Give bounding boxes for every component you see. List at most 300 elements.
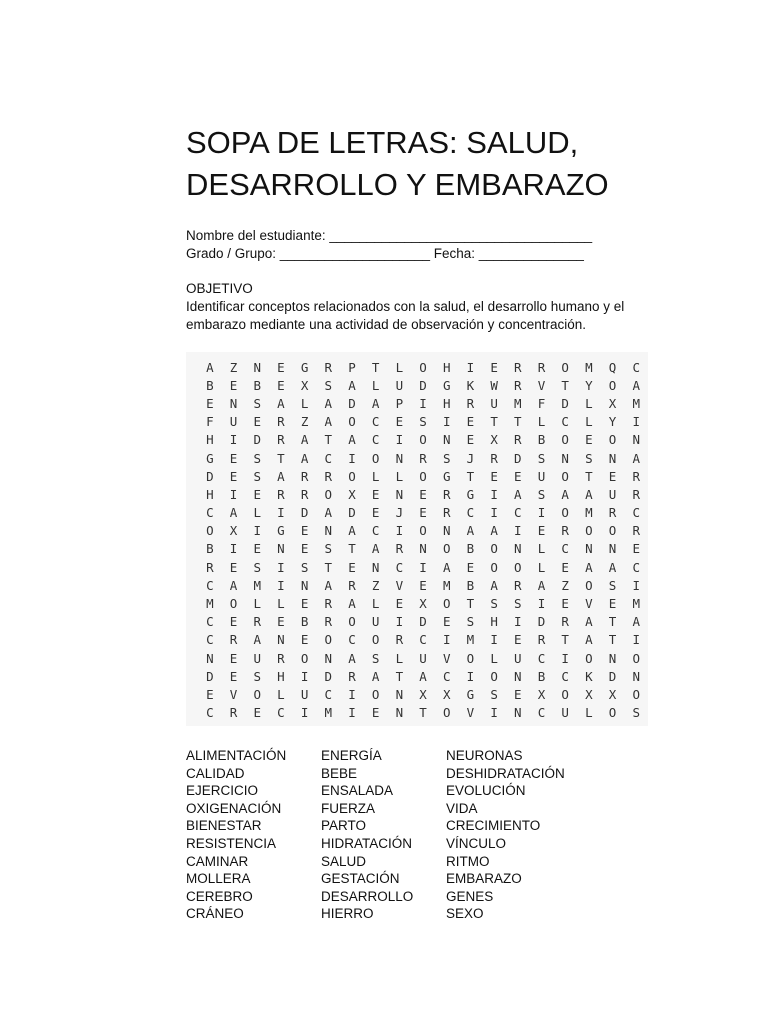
grid-letter: D [348, 505, 356, 521]
grid-letter: S [324, 377, 333, 393]
grid-letter: T [490, 414, 498, 430]
grid-letter: D [206, 668, 214, 684]
grid-letter: A [277, 468, 285, 484]
grid-row [198, 613, 648, 631]
grid-letter: I [537, 505, 546, 521]
grid-letter: T [419, 705, 427, 721]
grid-letter: X [608, 395, 617, 411]
grid-letter: T [324, 432, 333, 448]
grid-letter: O [608, 377, 617, 393]
word-list-item: GESTACIÓN [321, 871, 400, 887]
grid-letter: O [348, 468, 356, 484]
grid-letter: S [537, 450, 546, 466]
grid-letter: A [585, 486, 593, 502]
grid-letter: I [395, 523, 404, 539]
grid-row [198, 504, 648, 522]
grid-letter: N [608, 541, 617, 557]
grid-letter: R [277, 650, 285, 666]
grid-letter: E [419, 505, 427, 521]
grid-letter: O [466, 650, 475, 666]
grid-row [198, 522, 648, 540]
grid-letter: C [442, 668, 451, 684]
grid-letter: V [229, 686, 238, 702]
grid-letter: E [395, 596, 404, 612]
grid-letter: O [608, 432, 617, 448]
grid-letter: M [253, 577, 261, 593]
grid-letter: E [419, 577, 427, 593]
grid-letter: E [371, 486, 380, 502]
grid-letter: L [537, 541, 546, 557]
grid-letter: D [608, 668, 617, 684]
grid-letter: A [419, 668, 427, 684]
grid-letter: T [348, 541, 356, 557]
grid-letter: A [229, 577, 238, 593]
grid-letter: T [561, 377, 569, 393]
grid-letter: S [253, 559, 261, 575]
grid-letter: R [632, 523, 640, 539]
grid-letter: A [371, 668, 380, 684]
grid-row [198, 685, 648, 703]
grid-letter: N [277, 541, 285, 557]
grid-letter: N [514, 705, 522, 721]
grid-row [198, 667, 648, 685]
word-list-item: MOLLERA [186, 871, 251, 887]
word-list-row [186, 747, 656, 765]
grid-letter: A [371, 541, 380, 557]
grid-letter: H [442, 359, 451, 375]
grid-letter: I [632, 414, 640, 430]
grid-letter: I [514, 614, 522, 630]
grid-letter: O [419, 432, 427, 448]
grid-letter: A [300, 450, 309, 466]
grid-row [198, 485, 648, 503]
grid-letter: G [442, 377, 451, 393]
grid-letter: E [206, 686, 214, 702]
grid-letter: Q [608, 359, 617, 375]
grid-letter: C [206, 505, 214, 521]
grid-letter: D [324, 668, 333, 684]
grid-letter: S [253, 668, 261, 684]
word-list-item: EMBARAZO [446, 871, 522, 887]
grid-letter: R [277, 432, 285, 448]
grid-letter: D [300, 505, 309, 521]
grid-letter: N [632, 668, 640, 684]
grid-letter: U [514, 650, 522, 666]
grid-letter: O [419, 359, 427, 375]
grid-letter: O [608, 523, 617, 539]
word-list-row [186, 853, 656, 871]
word-list-item: VÍNCULO [446, 835, 507, 851]
grid-letter: E [514, 632, 522, 648]
grid-letter: A [348, 432, 356, 448]
grid-letter: I [561, 650, 569, 666]
grid-letter: S [608, 577, 617, 593]
word-list-item: EJERCICIO [186, 783, 259, 799]
grid-letter: S [632, 705, 640, 721]
word-list-item: CRECIMIENTO [446, 818, 541, 834]
grid-letter: L [277, 686, 285, 702]
grid-letter: R [348, 577, 356, 593]
grid-letter: X [419, 596, 427, 612]
grid-letter: S [490, 686, 498, 702]
grid-letter: L [395, 468, 404, 484]
grid-row [198, 594, 648, 612]
grid-letter: R [395, 632, 404, 648]
grid-row [198, 540, 648, 558]
grid-letter: U [253, 650, 261, 666]
grid-letter: O [632, 686, 640, 702]
grid-letter: T [585, 468, 593, 484]
grid-letter: N [371, 559, 380, 575]
grid-letter: A [300, 432, 309, 448]
grid-letter: N [608, 450, 617, 466]
grid-letter: E [490, 359, 498, 375]
grid-letter: R [514, 359, 522, 375]
grid-letter: K [466, 377, 475, 393]
grid-letter: O [300, 650, 309, 666]
grid-letter: C [324, 450, 333, 466]
word-list-item: VIDA [446, 800, 478, 816]
grid-letter: I [632, 577, 640, 593]
grid-letter: E [490, 468, 498, 484]
grid-letter: N [632, 432, 640, 448]
grid-letter: O [585, 650, 593, 666]
grid-letter: C [395, 559, 404, 575]
grid-letter: I [277, 505, 285, 521]
grid-letter: B [206, 541, 214, 557]
grid-letter: G [206, 450, 214, 466]
grid-letter: C [561, 414, 569, 430]
grid-letter: O [419, 523, 427, 539]
grid-letter: O [229, 596, 238, 612]
grid-letter: J [466, 450, 475, 466]
word-list-item: SEXO [446, 906, 484, 922]
grid-letter: D [206, 468, 214, 484]
word-list-item: SALUD [321, 853, 367, 869]
word-list-item: FUERZA [321, 800, 375, 816]
group-date-line: Grado / Grupo: ____________________ Fecha: ______________ [186, 246, 584, 261]
grid-letter: S [253, 450, 261, 466]
grid-letter: A [514, 486, 522, 502]
word-list-item: NEURONAS [446, 748, 523, 763]
word-list-row [186, 800, 656, 818]
grid-letter: O [561, 432, 569, 448]
word-list-row [186, 765, 656, 783]
grid-letter: R [300, 486, 309, 502]
objective-text: Identificar conceptos relacionados con la salud, el desarrollo humano y el embarazo mediante una actividad de observación y concentración. [186, 299, 625, 332]
grid-letter: K [585, 668, 593, 684]
grid-letter: X [348, 486, 356, 502]
student-name-line: Nombre del estudiante: ___________________________________ [186, 228, 593, 243]
grid-letter: A [490, 577, 498, 593]
grid-letter: I [395, 432, 404, 448]
grid-letter: D [348, 395, 356, 411]
grid-letter: O [348, 414, 356, 430]
word-list-row [186, 870, 656, 888]
word-list-item: ALIMENTACIÓN [186, 748, 287, 763]
grid-letter: E [229, 450, 238, 466]
grid-letter: R [300, 468, 309, 484]
grid-letter: N [277, 632, 285, 648]
grid-letter: C [561, 541, 569, 557]
word-list-item: RITMO [446, 853, 490, 869]
grid-letter: O [324, 632, 333, 648]
grid-letter: U [537, 468, 546, 484]
grid-letter: N [395, 486, 404, 502]
grid-letter: R [253, 614, 261, 630]
grid-letter: T [608, 614, 617, 630]
grid-letter: E [632, 541, 640, 557]
grid-letter: A [253, 632, 261, 648]
grid-letter: M [632, 395, 640, 411]
grid-letter: Z [300, 414, 309, 430]
grid-letter: C [632, 505, 640, 521]
grid-letter: A [324, 414, 333, 430]
grid-letter: T [395, 668, 404, 684]
grid-letter: Z [561, 577, 569, 593]
grid-letter: N [324, 523, 333, 539]
grid-letter: D [419, 377, 427, 393]
grid-letter: O [585, 523, 593, 539]
grid-letter: A [348, 523, 356, 539]
grid-letter: N [442, 432, 451, 448]
grid-letter: R [229, 705, 238, 721]
grid-letter: O [419, 468, 427, 484]
grid-letter: H [206, 486, 214, 502]
grid-letter: I [300, 668, 309, 684]
grid-letter: T [466, 468, 475, 484]
grid-letter: C [277, 705, 285, 721]
grid-letter: C [324, 686, 333, 702]
grid-letter: R [324, 614, 333, 630]
grid-letter: Z [371, 577, 380, 593]
grid-letter: R [324, 468, 333, 484]
grid-row [198, 394, 648, 412]
grid-letter: R [324, 359, 333, 375]
grid-letter: L [395, 359, 404, 375]
grid-letter: M [585, 505, 593, 521]
grid-letter: I [229, 432, 238, 448]
grid-letter: T [466, 596, 475, 612]
grid-letter: B [466, 541, 475, 557]
grid-letter: T [608, 632, 617, 648]
grid-letter: C [466, 505, 475, 521]
grid-letter: I [395, 614, 404, 630]
word-list-item: BIENESTAR [186, 818, 262, 834]
grid-letter: U [490, 395, 498, 411]
grid-letter: R [442, 505, 451, 521]
grid-letter: I [348, 686, 356, 702]
grid-letter: E [466, 414, 475, 430]
grid-letter: T [277, 450, 285, 466]
grid-letter: R [229, 632, 238, 648]
grid-letter: O [371, 686, 380, 702]
grid-letter: T [514, 414, 522, 430]
grid-letter: E [229, 559, 238, 575]
grid-letter: O [632, 650, 640, 666]
grid-letter: M [206, 596, 214, 612]
grid-letter: E [371, 505, 380, 521]
grid-letter: S [537, 486, 546, 502]
grid-letter: B [466, 577, 475, 593]
grid-letter: U [395, 377, 404, 393]
grid-letter: R [466, 395, 475, 411]
grid-letter: O [561, 359, 569, 375]
grid-letter: R [561, 614, 569, 630]
grid-letter: R [277, 414, 285, 430]
grid-row [198, 558, 648, 576]
grid-letter: D [419, 614, 427, 630]
grid-letter: L [395, 650, 404, 666]
grid-letter: A [585, 632, 593, 648]
grid-row [198, 704, 648, 722]
grid-letter: E [514, 468, 522, 484]
word-list-item: ENSALADA [321, 783, 394, 799]
grid-letter: I [537, 596, 546, 612]
grid-letter: I [419, 559, 427, 575]
student-info [186, 227, 592, 263]
grid-letter: X [300, 377, 309, 393]
grid-letter: A [585, 559, 593, 575]
grid-letter: I [466, 359, 475, 375]
grid-letter: E [561, 596, 569, 612]
grid-letter: A [371, 395, 380, 411]
grid-letter: H [442, 395, 451, 411]
grid-letter: I [490, 632, 498, 648]
grid-letter: O [324, 486, 333, 502]
grid-letter: E [277, 377, 285, 393]
grid-letter: N [395, 705, 404, 721]
grid-letter: E [229, 468, 238, 484]
grid-letter: E [229, 377, 238, 393]
grid-letter: E [419, 486, 427, 502]
grid-letter: N [300, 577, 309, 593]
grid-letter: N [514, 541, 522, 557]
grid-letter: E [229, 650, 238, 666]
grid-letter: E [466, 559, 475, 575]
grid-letter: I [490, 705, 498, 721]
grid-row [198, 376, 648, 394]
grid-letter: B [537, 432, 546, 448]
grid-letter: L [537, 559, 546, 575]
grid-letter: O [561, 468, 569, 484]
grid-letter: C [371, 523, 380, 539]
grid-letter: M [466, 632, 475, 648]
word-list-item: CEREBRO [186, 888, 253, 904]
grid-row [198, 467, 648, 485]
grid-letter: C [561, 668, 569, 684]
grid-letter: O [371, 632, 380, 648]
grid-letter: E [253, 486, 261, 502]
grid-letter: D [514, 450, 522, 466]
grid-letter: A [229, 505, 238, 521]
grid-letter: L [371, 468, 380, 484]
grid-row [198, 431, 648, 449]
grid-letter: G [277, 523, 285, 539]
grid-letter: T [561, 632, 569, 648]
grid-letter: R [632, 468, 640, 484]
grid-letter: X [585, 686, 593, 702]
grid-letter: N [419, 541, 427, 557]
grid-letter: L [300, 395, 309, 411]
page-title: SOPA DE LETRAS: SALUD, DESARROLLO Y EMBARAZO [186, 125, 609, 202]
grid-letter: A [324, 577, 333, 593]
grid-letter: E [466, 432, 475, 448]
grid-letter: O [561, 505, 569, 521]
word-list-item: CALIDAD [186, 765, 245, 781]
grid-letter: S [419, 414, 427, 430]
grid-letter: R [395, 541, 404, 557]
grid-letter: A [324, 395, 333, 411]
grid-row [198, 413, 648, 431]
grid-letter: V [395, 577, 404, 593]
grid-letter: G [300, 359, 309, 375]
word-list-item: CAMINAR [186, 853, 249, 869]
grid-letter: R [514, 577, 522, 593]
grid-letter: U [371, 614, 380, 630]
grid-letter: H [206, 432, 214, 448]
grid-letter: C [206, 632, 214, 648]
grid-letter: L [585, 414, 593, 430]
grid-letter: Y [585, 377, 593, 393]
grid-letter: R [632, 486, 640, 502]
grid-letter: O [206, 523, 214, 539]
grid-letter: I [466, 668, 475, 684]
grid-letter: R [206, 559, 214, 575]
grid-letter: B [206, 377, 214, 393]
grid-letter: M [585, 359, 593, 375]
grid-letter: D [253, 432, 261, 448]
grid-letter: O [514, 559, 522, 575]
grid-letter: E [608, 596, 617, 612]
grid-letter: U [419, 650, 427, 666]
grid-letter: A [324, 505, 333, 521]
grid-letter: A [632, 450, 640, 466]
grid-letter: F [206, 414, 214, 430]
grid-letter: O [608, 705, 617, 721]
grid-letter: I [277, 559, 285, 575]
grid-letter: N [395, 686, 404, 702]
grid-letter: A [608, 559, 617, 575]
grid-letter: C [371, 432, 380, 448]
grid-letter: L [585, 705, 593, 721]
grid-letter: A [348, 650, 356, 666]
grid-letter: S [324, 541, 333, 557]
grid-letter: R [514, 432, 522, 448]
letter-grid [198, 358, 648, 722]
grid-letter: E [277, 614, 285, 630]
grid-letter: N [324, 650, 333, 666]
grid-letter: E [608, 468, 617, 484]
grid-row [198, 576, 648, 594]
grid-letter: M [514, 395, 522, 411]
grid-letter: E [300, 632, 309, 648]
grid-letter: X [419, 686, 427, 702]
grid-letter: S [442, 450, 451, 466]
grid-letter: E [277, 359, 285, 375]
grid-letter: I [514, 523, 522, 539]
word-list-item: BEBE [321, 765, 358, 781]
grid-letter: H [490, 614, 498, 630]
grid-letter: E [537, 523, 546, 539]
word-list-row [186, 888, 656, 906]
grid-letter: E [514, 686, 522, 702]
grid-letter: I [229, 486, 238, 502]
grid-letter: R [537, 632, 546, 648]
grid-letter: Z [229, 359, 238, 375]
grid-letter: U [229, 414, 238, 430]
grid-letter: I [300, 705, 309, 721]
